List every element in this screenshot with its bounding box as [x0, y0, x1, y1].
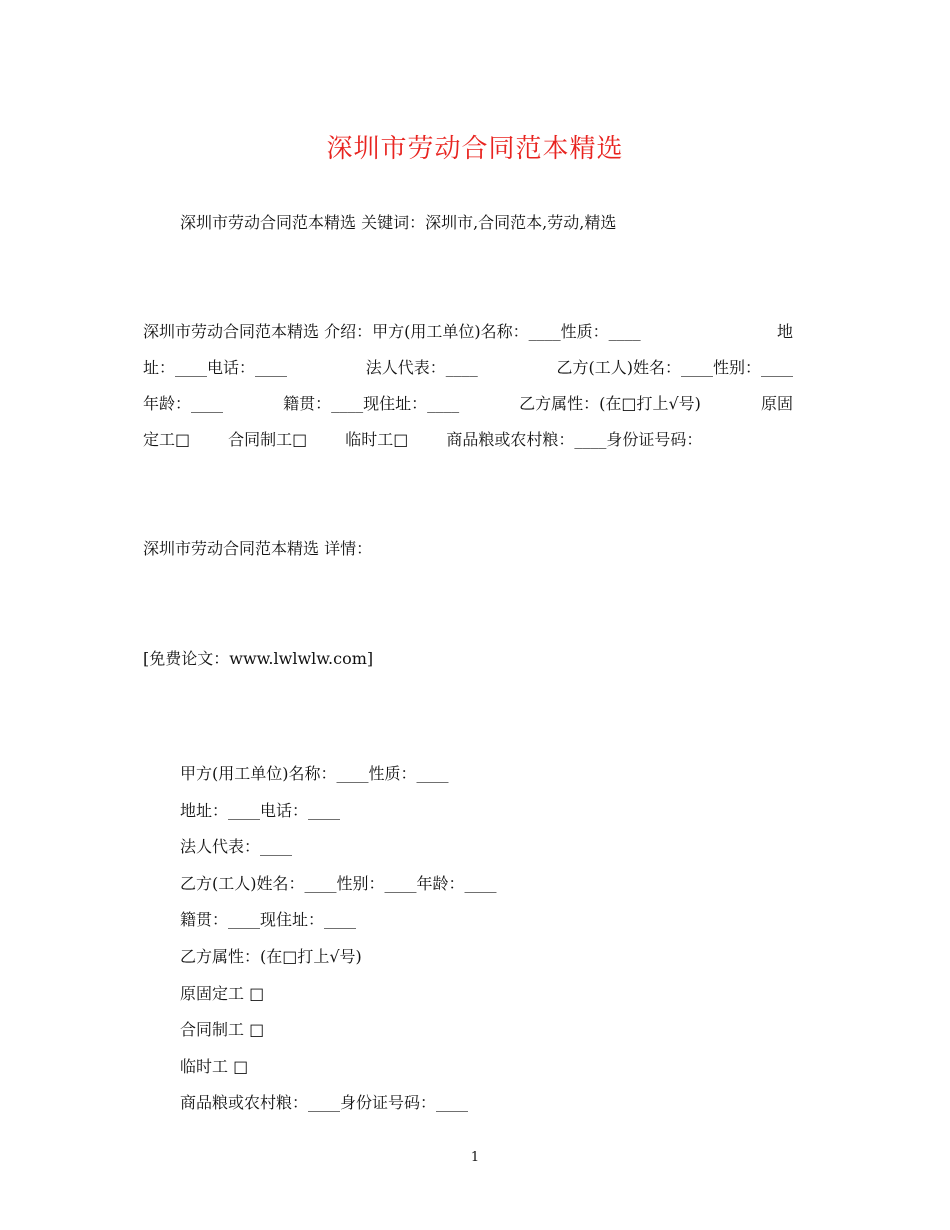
intro-segment: 乙方(工人)姓名：____性别：____: [556, 358, 793, 377]
field-line: 法人代表：____: [180, 837, 293, 857]
intro-segment: 法人代表：____: [365, 358, 478, 377]
document-title: 深圳市劳动合同范本精选: [326, 134, 624, 164]
contract-fields: [180, 756, 497, 1122]
field-line: 甲方(用工单位)名称：____性质：____: [180, 764, 449, 783]
intro-paragraph: [143, 314, 793, 458]
field-line: 乙方属性：(在□打上√号): [180, 946, 362, 966]
intro-line-4: [143, 422, 793, 458]
intro-line-2: [143, 350, 793, 386]
page-number: 1: [470, 1150, 480, 1165]
field-line: 籍贯：____现住址：____: [180, 910, 357, 930]
details-label: 深圳市劳动合同范本精选 详情：: [143, 539, 373, 558]
source-link[interactable]: [免费论文：www.lwlwlw.com]: [143, 649, 374, 668]
field-line: 临时工 □: [180, 1056, 249, 1076]
intro-segment: 定工□: [143, 430, 191, 449]
intro-segment: 合同制工□: [228, 430, 308, 449]
intro-segment: 址：____电话：____: [143, 358, 288, 377]
intro-line-3: [143, 386, 793, 422]
intro-segment: 商品粮或农村粮：____身份证号码：: [446, 430, 703, 449]
intro-segment: 籍贯：____现住址：____: [283, 394, 460, 413]
intro-segment: 年龄：____: [143, 394, 224, 413]
keywords-line: 深圳市劳动合同范本精选 关键词：深圳市,合同范本,劳动,精选: [180, 213, 617, 232]
field-line: 乙方(工人)姓名：____性别：____年龄：____: [180, 873, 497, 893]
intro-segment: 临时工□: [345, 430, 409, 449]
intro-segment: 深圳市劳动合同范本精选 介绍：甲方(用工单位)名称：____性质：____: [143, 322, 641, 341]
field-line: 合同制工 □: [180, 1020, 265, 1040]
intro-segment: 原固: [760, 394, 793, 413]
intro-line-1: [143, 314, 793, 350]
intro-segment: 乙方属性：(在□打上√号): [519, 394, 701, 413]
field-line: 地址：____电话：____: [180, 800, 341, 820]
intro-segment: 地: [776, 322, 793, 341]
field-line: 原固定工 □: [180, 983, 265, 1003]
field-line: 商品粮或农村粮：____身份证号码：____: [180, 1093, 469, 1113]
